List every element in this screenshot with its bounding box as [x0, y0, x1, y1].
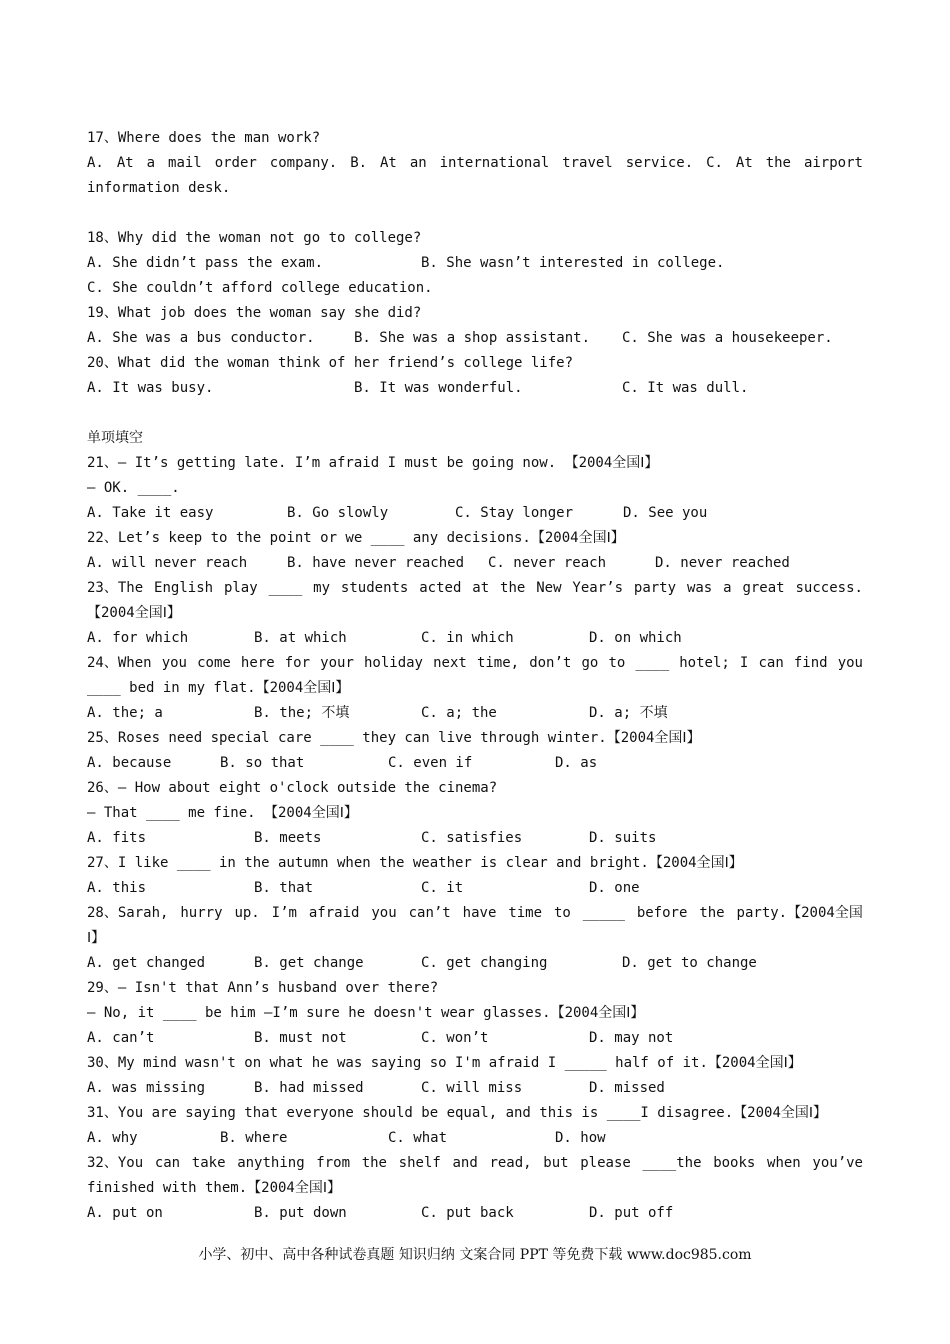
word: time, [476, 655, 520, 671]
option-b: B. She wasn’t interested in college. [421, 255, 725, 271]
question-26-reply: — That ____ me fine. 【2004全国Ⅰ】 [87, 805, 358, 821]
option-d: D. a; 不填 [589, 705, 668, 721]
word: I’m [271, 905, 297, 921]
option-a: A. the; a [87, 705, 163, 721]
question-23 [87, 576, 863, 601]
word: 28、Sarah, [87, 905, 169, 921]
word: the [500, 580, 526, 596]
question-27-options [87, 876, 863, 901]
option-c: C. She was a housekeeper. [622, 330, 833, 346]
word: don’t [529, 655, 572, 671]
word: At [735, 155, 753, 171]
word: have [462, 905, 497, 921]
option-a: A. will never reach [87, 555, 248, 571]
question-21: 21、— It’s getting late. I’m afraid I must be going now. 【2004全国Ⅰ】 [87, 455, 659, 471]
option-c: C. even if [388, 755, 473, 771]
word: can [154, 1155, 181, 1171]
question-19: 19、What job does the woman say she did? [87, 305, 422, 321]
word: airport [803, 155, 863, 171]
word: up. [234, 905, 260, 921]
question-28-options [87, 951, 863, 976]
question-24 [87, 651, 863, 676]
option-b: B. have never reached [287, 555, 465, 571]
question-23-source: 【2004全国Ⅰ】 [87, 605, 181, 621]
word: A. [87, 155, 104, 171]
option-d: D. one [589, 880, 640, 896]
question-25: 25、Roses need special care ____ they can live through winter.【2004全国Ⅰ】 [87, 730, 701, 746]
word: _____ [582, 905, 625, 921]
option-a: A. put on [87, 1205, 163, 1221]
option-c: C. will miss [421, 1080, 523, 1096]
word: you [837, 655, 863, 671]
word: my [313, 580, 331, 596]
question-27: 27、I like ____ in the autumn when the weather is clear and bright.【2004全国Ⅰ】 [87, 855, 743, 871]
question-31-options [87, 1126, 863, 1151]
word: go [581, 655, 599, 671]
word: ____the [642, 1155, 702, 1171]
option-b: B. must not [254, 1030, 347, 1046]
option-a: A. It was busy. [87, 380, 214, 396]
word: the [765, 155, 791, 171]
word: for [284, 655, 311, 671]
option-d: D. never reached [655, 555, 790, 571]
word: take [191, 1155, 226, 1171]
word: next [433, 655, 467, 671]
word: international [439, 155, 550, 171]
word: but [543, 1155, 569, 1171]
option-c: C. Stay longer [455, 505, 574, 521]
option-b: B. the; 不填 [254, 705, 350, 721]
question-21-options [87, 501, 863, 526]
option-d: D. missed [589, 1080, 665, 1096]
word: afraid [308, 905, 360, 921]
option-d: D. as [555, 755, 598, 771]
word: you’ve [812, 1155, 863, 1171]
word: holiday [363, 655, 423, 671]
question-26: 26、— How about eight o'clock outside the cinema? [87, 780, 498, 796]
option-a: A. was missing [87, 1080, 206, 1096]
option-b: B. that [254, 880, 314, 896]
word: here [240, 655, 275, 671]
question-24-cont: ____ bed in my flat.【2004全国Ⅰ】 [87, 680, 350, 696]
option-b: B. put down [254, 1205, 347, 1221]
word: company. [269, 155, 338, 171]
word: 24、When [87, 655, 152, 671]
word: ____ [635, 655, 670, 671]
word: when [767, 1155, 801, 1171]
question-21-reply: — OK. ____. [87, 480, 180, 496]
word: party.【2004全国 [736, 905, 863, 921]
question-17: 17、Where does the man work? [87, 130, 321, 146]
word: order [214, 155, 257, 171]
word: can [758, 655, 784, 671]
option-c: C. put back [421, 1205, 514, 1221]
word: ____ [268, 580, 303, 596]
word: New [536, 580, 562, 596]
word: travel [562, 155, 613, 171]
option-a: A. She didn’t pass the exam. [87, 255, 324, 271]
word: you [161, 655, 187, 671]
option-a: A. can’t [87, 1030, 155, 1046]
word: hotel; [679, 655, 730, 671]
word: at [472, 580, 490, 596]
option-b: B. at which [254, 630, 347, 646]
option-d: D. put off [589, 1205, 674, 1221]
option-b: B. had missed [254, 1080, 364, 1096]
option-d: D. See you [623, 505, 708, 521]
word: please [580, 1155, 631, 1171]
option-d: D. suits [589, 830, 657, 846]
word: At [380, 155, 397, 171]
word: service. [625, 155, 694, 171]
word: a [146, 155, 156, 171]
option-c: C. in which [421, 630, 514, 646]
word: I [739, 655, 749, 671]
question-19-options [87, 326, 863, 351]
word: a [723, 580, 732, 596]
word: students [340, 580, 409, 596]
question-18: 18、Why did the woman not go to college? [87, 230, 422, 246]
word: play [223, 580, 258, 596]
option-d: D. how [555, 1130, 606, 1146]
question-28-cont: Ⅰ】 [87, 930, 106, 946]
word: can’t [408, 905, 451, 921]
question-17-options-cont: information desk. [87, 180, 231, 196]
option-c: C. what [388, 1130, 448, 1146]
word: party [633, 580, 677, 596]
word: 23、The [87, 580, 144, 596]
option-c: C. a; the [421, 705, 497, 721]
option-a: A. fits [87, 830, 147, 846]
question-22-options [87, 551, 863, 576]
option-c: C. never reach [488, 555, 607, 571]
word: English [154, 580, 214, 596]
word: anything [237, 1155, 305, 1171]
question-32 [87, 1151, 863, 1176]
question-25-options [87, 751, 863, 776]
word: an [409, 155, 427, 171]
word: find [793, 655, 828, 671]
question-24-options [87, 701, 863, 726]
word: hurry [180, 905, 223, 921]
option-b: B. so that [220, 755, 305, 771]
question-31: 31、You are saying that everyone should be equal, and this is ____I disagree.【2004全国Ⅰ】 [87, 1105, 827, 1121]
option-c: C. get changing [421, 955, 548, 971]
word: you [371, 905, 397, 921]
question-28 [87, 901, 863, 926]
word: your [320, 655, 354, 671]
section-title: 单项填空 [87, 430, 143, 446]
word: C. [706, 155, 723, 171]
option-a: A. why [87, 1130, 138, 1146]
exam-page [87, 126, 863, 1226]
question-29-options [87, 1026, 863, 1051]
question-29-reply: — No, it ____ be him —I’m sure he doesn't wear glasses.【2004全国Ⅰ】 [87, 1005, 645, 1021]
question-26-options [87, 826, 863, 851]
word: shelf [398, 1155, 441, 1171]
word: to [608, 655, 626, 671]
option-b: B. Go slowly [287, 505, 389, 521]
option-b: B. meets [254, 830, 322, 846]
word: before [636, 905, 688, 921]
question-30: 30、My mind wasn't on what he was saying so I'm afraid I _____ half of it.【2004全国Ⅰ】 [87, 1055, 802, 1071]
option-a: A. Take it easy [87, 505, 214, 521]
word: come [197, 655, 231, 671]
question-20: 20、What did the woman think of her friend’s college life? [87, 355, 574, 371]
option-a: A. for which [87, 630, 189, 646]
word: the [699, 905, 725, 921]
question-29: 29、— Isn't that Ann’s husband over there? [87, 980, 439, 996]
question-18-options [87, 251, 863, 276]
word: great [742, 580, 785, 596]
question-30-options [87, 1076, 863, 1101]
option-d: D. on which [589, 630, 682, 646]
question-17-options-line [87, 151, 863, 176]
word: time [508, 905, 543, 921]
question-32-cont: finished with them.【2004全国Ⅰ】 [87, 1180, 341, 1196]
question-20-options [87, 376, 863, 401]
option-b: B. get change [254, 955, 364, 971]
word: books [713, 1155, 756, 1171]
word: 32、You [87, 1155, 144, 1171]
question-23-options [87, 626, 863, 651]
word: and [452, 1155, 478, 1171]
word: to [553, 905, 571, 921]
option-a: A. this [87, 880, 147, 896]
word: acted [419, 580, 462, 596]
option-d: D. may not [589, 1030, 674, 1046]
option-d: D. get to change [622, 955, 757, 971]
option-b: B. where [220, 1130, 288, 1146]
option-b: B. She was a shop assistant. [354, 330, 591, 346]
option-c: C. She couldn’t afford college education. [87, 280, 433, 296]
word: B. [350, 155, 368, 171]
question-22: 22、Let’s keep to the point or we ____ any decisions.【2004全国Ⅰ】 [87, 530, 625, 546]
option-c: C. won’t [421, 1030, 489, 1046]
word: read, [489, 1155, 532, 1171]
word: At [116, 155, 134, 171]
question-32-options [87, 1201, 863, 1226]
option-c: C. It was dull. [622, 380, 749, 396]
word: from [316, 1155, 351, 1171]
footer-advert: 小学、初中、高中各种试卷真题 知识归纳 文案合同 PPT 等免费下载 www.doc985.com [198, 1247, 752, 1263]
option-a: A. get changed [87, 955, 206, 971]
word: success. [795, 580, 863, 596]
option-a: A. because [87, 755, 172, 771]
word: was [686, 580, 713, 596]
option-c: C. it [421, 880, 464, 896]
option-b: B. It was wonderful. [354, 380, 523, 396]
word: Year’s [572, 580, 623, 596]
word: the [361, 1155, 387, 1171]
word: mail [168, 155, 202, 171]
option-a: A. She was a bus conductor. [87, 330, 315, 346]
option-c: C. satisfies [421, 830, 523, 846]
